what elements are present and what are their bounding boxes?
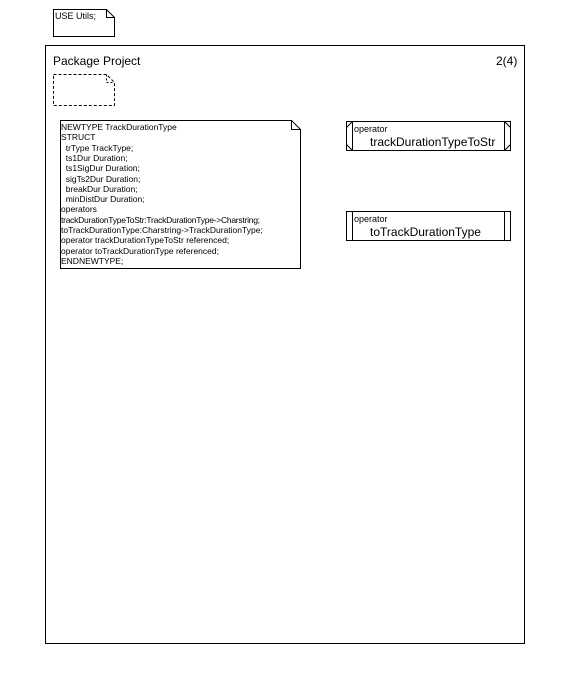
- newtype-line: NEWTYPE TrackDurationType: [61, 122, 177, 132]
- operator-keyword: operator: [354, 124, 388, 134]
- page-number: 2(4): [496, 54, 518, 68]
- newtype-line: trType TrackType;: [61, 142, 134, 153]
- operator-name: toTrackDurationType: [370, 225, 481, 239]
- operator-reference-symbol[interactable]: [346, 121, 511, 151]
- use-clause-text: USE Utils;: [55, 11, 97, 21]
- newtype-line: ENDNEWTYPE;: [61, 255, 124, 266]
- newtype-line: STRUCT: [61, 132, 96, 143]
- operator-keyword: operator: [354, 214, 388, 224]
- empty-comment-symbol[interactable]: [53, 74, 115, 106]
- newtype-text-symbol[interactable]: [60, 120, 301, 269]
- newtype-line: breakDur Duration;: [61, 183, 138, 194]
- package-title: Package Project: [53, 54, 141, 68]
- newtype-line: operators: [61, 204, 97, 215]
- operator-reference-symbol[interactable]: [346, 211, 511, 241]
- newtype-line: toTrackDurationType:Charstring->TrackDurationType;: [61, 225, 263, 235]
- newtype-line: operator toTrackDurationType referenced;: [61, 245, 219, 256]
- newtype-line: minDistDur Duration;: [61, 194, 145, 205]
- newtype-line: trackDurationTypeToStr:TrackDurationType->Charstring;: [61, 214, 260, 225]
- newtype-line: ts1Dur Duration;: [61, 152, 128, 163]
- newtype-line: operator trackDurationTypeToStr referenced;: [61, 235, 230, 246]
- operator-name: trackDurationTypeToStr: [370, 135, 496, 149]
- use-clause-note[interactable]: [53, 9, 115, 37]
- newtype-line: sigTs2Dur Duration;: [61, 173, 141, 184]
- newtype-line: ts1SigDur Duration;: [61, 163, 140, 174]
